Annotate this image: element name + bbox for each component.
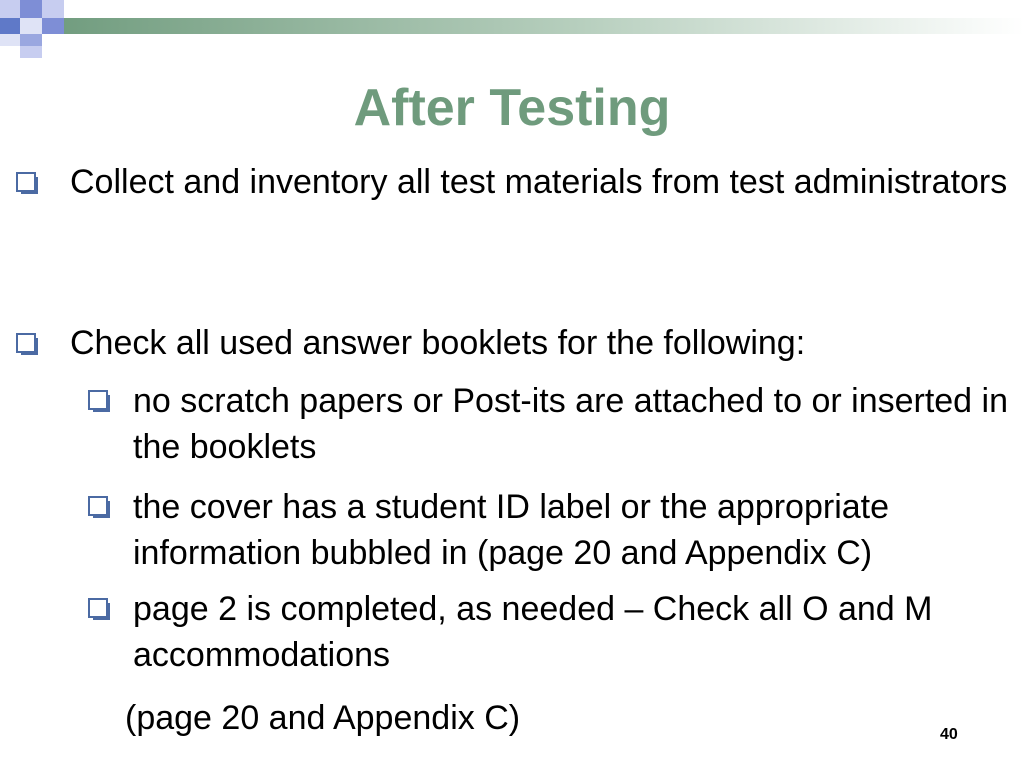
continuation-text: (page 20 and Appendix C) <box>125 699 521 737</box>
checkbox-bullet-icon <box>88 496 108 516</box>
bullet-text: Check all used answer booklets for the following: <box>70 324 806 362</box>
checkbox-bullet-icon <box>16 172 36 192</box>
checkbox-bullet-icon <box>16 333 36 353</box>
sub-bullet-item <box>133 586 1024 678</box>
page-number: 40 <box>940 726 958 743</box>
sub-bullet-item <box>133 378 1024 470</box>
sub-bullet-text: the cover has a student ID label or the appropriate information bubbled in (page 20 and Appendix C) <box>133 488 890 572</box>
checkbox-bullet-icon <box>88 598 108 618</box>
bullet-item <box>70 159 1010 205</box>
bullet-item <box>70 320 1010 366</box>
slide-title: After Testing <box>353 79 671 137</box>
sub-bullet-text: page 2 is completed, as needed – Check all O and M accommodations <box>133 590 933 674</box>
sub-bullet-item <box>133 484 1024 576</box>
bullet-text: Collect and inventory all test materials from test administrators <box>70 163 1008 201</box>
checkbox-bullet-icon <box>88 390 108 410</box>
sub-bullet-text: no scratch papers or Post-its are attached to or inserted in the booklets <box>133 382 1009 466</box>
